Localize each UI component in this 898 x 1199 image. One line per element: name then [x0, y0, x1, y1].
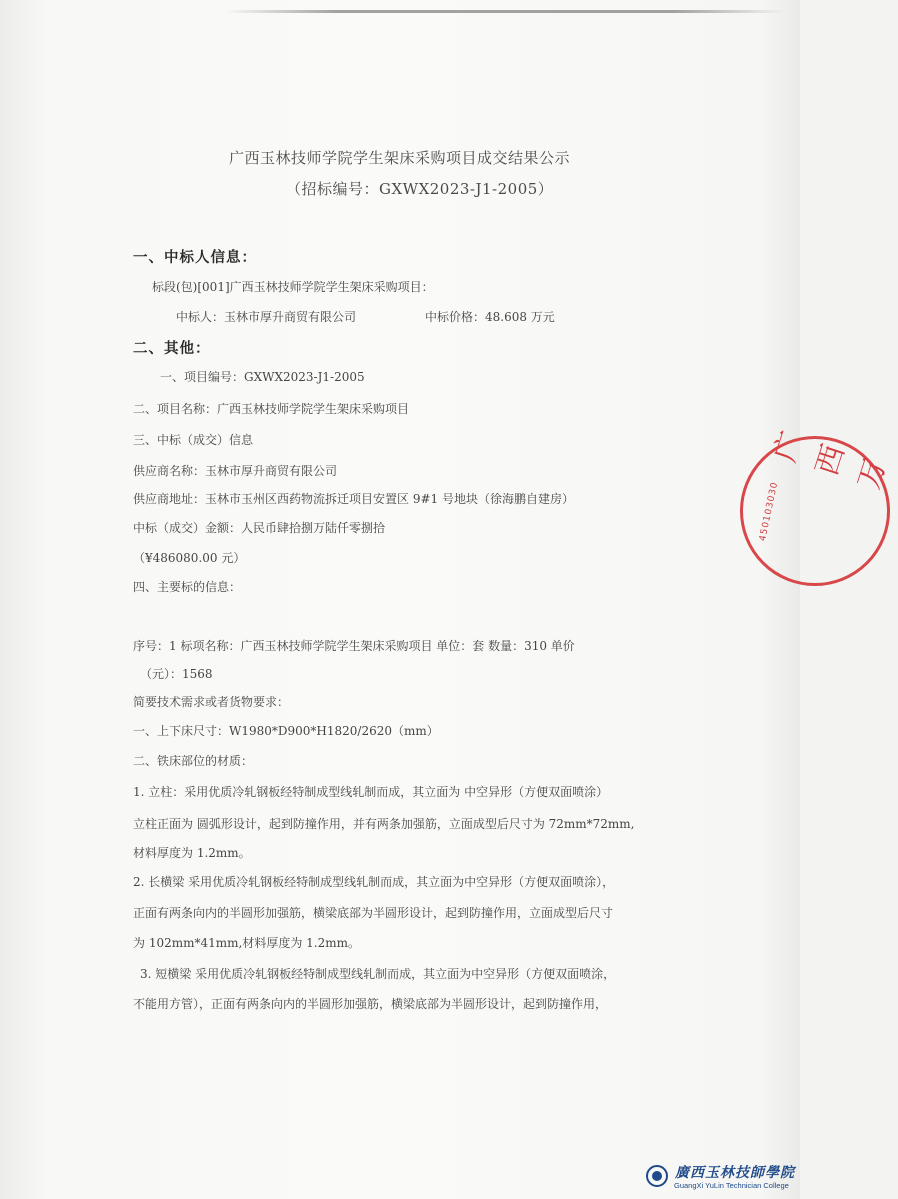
footer-college-name-cn: 廣西玉林技師學院 [675, 1165, 795, 1181]
paragraph-long-beam-line-1: 2. 长横梁 采用优质冷轧钢板经特制成型线轧制而成，其立面为中空异形（方便双面喷涂）， [133, 875, 615, 889]
item-detail-line-1: 序号：1 标项名称：广西玉林技师学院学生架床采购项目 单位：套 数量：310 单价 [133, 639, 575, 653]
paragraph-short-beam-line-2: 不能用方管），正面有两条向内的半圆形加强筋，横梁底部为半圆形设计，起到防撞作用， [133, 997, 608, 1011]
paragraph-column-line-3: 材料厚度为 1.2mm。 [133, 846, 251, 860]
supplier-address: 供应商地址：玉林市玉州区西药物流拆迁项目安置区 9#1 号地块（徐海鹏自建房） [133, 492, 574, 506]
document-title: 广西玉林技师学院学生架床采购项目成交结果公示 [229, 149, 571, 167]
winner-name: 中标人：玉林市厚升商贸有限公司 [176, 310, 357, 324]
project-name: 二、项目名称：广西玉林技师学院学生架床采购项目 [133, 402, 410, 416]
scan-edge-shadow [225, 10, 785, 13]
award-info-heading: 三、中标（成交）信息 [133, 433, 254, 447]
spec-material-heading: 二、铁床部位的材质： [133, 754, 254, 768]
paragraph-column-line-2: 立柱正面为 圆弧形设计，起到防撞作用，并有两条加强筋，立面成型后尺寸为 72mm*72mm, [133, 817, 635, 831]
spec-size: 一、上下床尺寸：W1980*D900*H1820/2620（mm） [133, 724, 439, 738]
seal-number: 450103030 [758, 480, 781, 543]
section-other-heading: 二、其他： [133, 340, 211, 357]
college-logo-icon [646, 1165, 668, 1187]
tech-requirements-heading: 简要技术需求或者货物要求： [133, 695, 290, 709]
footer-college-name-en: GuangXi YuLin Technician College [674, 1181, 789, 1190]
section-winner-heading: 一、中标人信息： [133, 249, 257, 266]
paragraph-long-beam-line-2: 正面有两条向内的半圆形加强筋，横梁底部为半圆形设计，起到防撞作用，立面成型后尺寸 [133, 906, 614, 920]
paragraph-short-beam-line-1: 3. 短横梁 采用优质冷轧钢板经特制成型线轧制而成，其立面为中空异形（方便双面喷涂， [140, 967, 616, 981]
supplier-name: 供应商名称：玉林市厚升商贸有限公司 [133, 464, 338, 478]
item-detail-line-2: （元）：1568 [140, 667, 213, 681]
award-amount-words: 中标（成交）金额：人民币肆拾捌万陆仟零捌拾 [133, 521, 386, 535]
project-number: 一、项目编号：GXWX2023-J1-2005 [160, 370, 365, 384]
winner-price: 中标价格：48.608 万元 [425, 310, 555, 324]
paragraph-column-line-1: 1. 立柱：采用优质冷轧钢板经特制成型线轧制而成，其立面为 中空异形（方便双面喷涂） [133, 785, 609, 799]
paragraph-long-beam-line-3: 为 102mm*41mm,材料厚度为 1.2mm。 [133, 936, 360, 950]
document-subtitle: （招标编号：GXWX2023-J1-2005） [286, 180, 554, 198]
lot-line: 标段(包)[001]广西玉林技师学院学生架床采购项目： [152, 280, 434, 294]
seal-text: 广西万 [767, 426, 894, 494]
award-amount-number: （¥486080.00 元） [133, 551, 246, 565]
main-items-heading: 四、主要标的信息： [133, 580, 242, 594]
